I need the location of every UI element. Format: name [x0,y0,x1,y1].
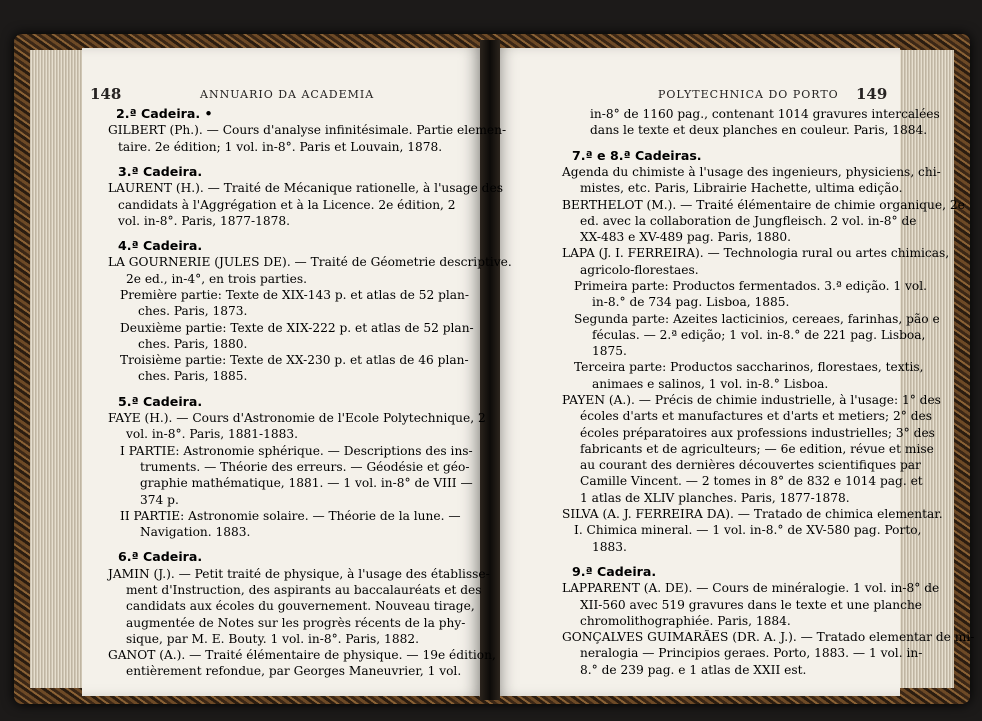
text-line: graphie mathématique, 1881. — 1 vol. in-8° de VIII — [140,476,473,490]
text-line: in-8° de 1160 pag., contenant 1014 gravures intercalées [590,107,940,121]
text-line: GANOT (A.). — Traité élémentaire de physique. — 19e édition, [108,648,496,662]
text-line: PAYEN (A.). — Précis de chimie industrielle, à l'usage: 1° des [562,393,941,407]
text-line: ment d'Instruction, des aspirants au baccalauréats et des [126,583,482,597]
text-line: mistes, etc. Paris, Librairie Hachette, ultima edição. [580,181,903,195]
text-line: LAURENT (H.). — Traité de Mécanique rationelle, à l'usage des [108,181,503,195]
right-running-title: POLYTECHNICA DO PORTO [658,88,839,101]
text-line: Segunda parte: Azeites lacticinios, cereaes, farinhas, pão e [574,312,940,326]
text-line: LAPPARENT (A. DE). — Cours de minéralogie. 1 vol. in-8° de [562,581,940,595]
text-line: vol. in-8°. Paris, 1881-1883. [126,427,298,441]
text-line: ed. avec la collaboration de Jungfleisch. 2 vol. in-8° de [580,214,917,228]
right-header [490,85,900,106]
text-line: chromolithographiée. Paris, 1884. [580,614,791,628]
left-header [82,85,487,106]
section-heading: 4.ª Cadeira. [118,238,203,253]
text-line: neralogia — Principios geraes. Porto, 1883. — 1 vol. in- [580,646,923,660]
section-heading: 2.ª Cadeira. • [116,106,213,121]
text-line: SILVA (A. J. FERREIRA DA). — Tratado de chimica elementar. [562,507,943,521]
right-page-number: 149 [856,85,888,103]
text-line: II PARTIE: Astronomie solaire. — Théorie de la lune. — [120,509,461,523]
text-line: JAMIN (J.). — Petit traité de physique, à l'usage des établisse- [108,567,490,581]
text-line: Navigation. 1883. [140,525,251,539]
text-line: 1875. [592,344,627,358]
text-line: Troisième partie: Texte de XX-230 p. et atlas de 46 plan- [120,353,469,367]
text-line: ches. Paris, 1880. [138,337,248,351]
text-line: LAPA (J. I. FERREIRA). — Technologia rural ou artes chimicas, [562,246,950,260]
text-line: dans le texte et deux planches en couleur. Paris, 1884. [590,123,928,137]
text-line: au courant des dernières découvertes scientifiques par [580,458,921,472]
text-line: XX-483 e XV-489 pag. Paris, 1880. [580,230,792,244]
text-line: ches. Paris, 1885. [138,369,248,383]
text-line: 1 atlas de XLIV planches. Paris, 1877-1878. [580,491,850,505]
section-heading: 3.ª Cadeira. [118,164,203,179]
text-line: écoles préparatoires aux professions industrielles; 3° des [580,426,935,440]
text-line: GONÇALVES GUIMARÃES (DR. A. J.). — Tratado elementar de mi- [562,630,975,644]
text-line: FAYE (H.). — Cours d'Astronomie de l'Ecole Polytechnique, 2 [108,411,486,425]
text-line: fabricants et de agriculteurs; — 6e edition, révue et mise [580,442,934,456]
text-line: sique, par M. E. Bouty. 1 vol. in-8°. Paris, 1882. [126,632,419,646]
text-line: animaes e salinos, 1 vol. in-8.° Lisboa. [592,377,829,391]
text-line: Agenda du chimiste à l'usage des ingenieurs, physiciens, chi- [562,165,941,179]
text-line: vol. in-8°. Paris, 1877-1878. [118,214,290,228]
page-edges-left [30,50,88,688]
text-line: GILBERT (Ph.). — Cours d'analyse infinitésimale. Partie elemen- [108,123,507,137]
text-line: Terceira parte: Productos saccharinos, florestaes, textis, [574,360,924,374]
text-line: XII-560 avec 519 gravures dans le texte et une planche [580,598,923,612]
text-line: I PARTIE: Astronomie sphérique. — Descriptions des ins- [120,444,473,458]
text-line: ches. Paris, 1873. [138,304,248,318]
text-line: I. Chimica mineral. — 1 vol. in-8.° de XV-580 pag. Porto, [574,523,922,537]
left-page-number: 148 [90,85,122,103]
text-line: 2e ed., in-4°, en trois parties. [126,272,307,286]
text-line: in-8.° de 734 pag. Lisboa, 1885. [592,295,790,309]
text-line: Primeira parte: Productos fermentados. 3.ª edição. 1 vol. [574,279,928,293]
text-line: 374 p. [140,493,179,507]
text-line: truments. — Théorie des erreurs. — Géodésie et géo- [140,460,470,474]
text-line: candidats aux écoles du gouvernement. Nouveau tirage, [126,599,475,613]
text-line: entièrement refondue, par Georges Maneuvrier, 1 vol. [126,664,462,678]
text-line: féculas. — 2.ª edição; 1 vol. in-8.° de 221 pag. Lisboa, [592,328,926,342]
text-line: Deuxième partie: Texte de XIX-222 p. et atlas de 52 plan- [120,321,474,335]
section-heading: 5.ª Cadeira. [118,394,203,409]
text-line: candidats à l'Aggrégation et à la Licence. 2e édition, 2 [118,198,456,212]
text-line: LA GOURNERIE (JULES DE). — Traité de Géometrie descriptive. [108,255,512,269]
section-heading: 9.ª Cadeira. [572,564,657,579]
text-line: 8.° de 239 pag. e 1 atlas de XXII est. [580,663,807,677]
text-line: écoles d'arts et manufactures et d'arts et metiers; 2° des [580,409,932,423]
text-line: agricolo-florestaes. [580,263,699,277]
text-line: taire. 2e édition; 1 vol. in-8°. Paris et Louvain, 1878. [118,140,443,154]
text-line: Camille Vincent. — 2 tomes in 8° de 832 e 1014 pag. et [580,474,923,488]
left-running-title: ANNUARIO DA ACADEMIA [200,88,375,101]
text-line: BERTHELOT (M.). — Traité élémentaire de chimie organique, 2e [562,198,965,212]
section-heading: 7.ª e 8.ª Cadeiras. [572,148,702,163]
text-line: augmentée de Notes sur les progrès récents de la phy- [126,616,466,630]
section-heading: 6.ª Cadeira. [118,549,203,564]
text-line: Première partie: Texte de XIX-143 p. et atlas de 52 plan- [120,288,470,302]
text-line: 1883. [592,540,627,554]
